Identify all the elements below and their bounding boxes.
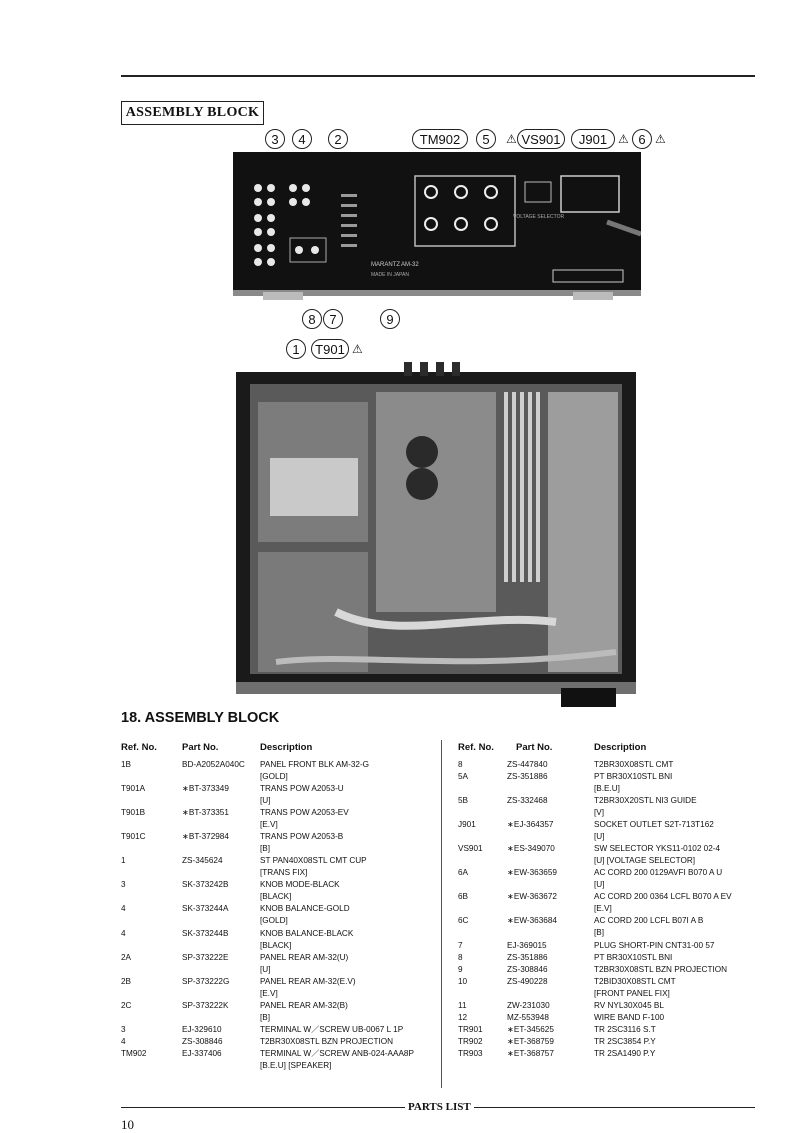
table-row-description: [FRONT PANEL FIX] [594,989,670,998]
callout-3: 3 [265,129,285,149]
warning-icon: ⚠ [618,132,629,146]
table-row-description: PT BR30X10STL BNI [594,953,673,962]
table-row-part-no: ∗BT-373351 [182,808,229,817]
table-row-part-no: ZS-351886 [507,953,548,962]
table-row-ref: T901A [121,784,146,793]
table-row-ref: 6C [458,916,469,925]
table-row-part-no: ∗ET-368757 [507,1049,554,1058]
left-header-desc: Description [260,742,313,753]
table-row-ref: 7 [458,941,463,950]
table-row-description: TR 2SC3854 P.Y [594,1037,656,1046]
table-row-description: [E.V] [260,989,278,998]
table-row-ref: 4 [121,904,126,913]
table-row-description: T2BR30X08STL BZN PROJECTION [594,965,728,974]
table-row-description: AC CORD 200 LCFL B07I A B [594,916,704,925]
table-row-part-no: SP-373222G [182,977,230,986]
table-row-ref: 3 [121,880,126,889]
callout-j901: J901 [571,129,615,149]
table-row-ref: T901B [121,808,146,817]
table-row-part-no: ZS-308846 [182,1037,223,1046]
callout-4: 4 [292,129,312,149]
top-rule [121,75,755,77]
table-row-part-no: SP-373222E [182,953,229,962]
table-row-description: [U] [594,832,605,841]
table-row-description: T2BR30X20STL NI3 GUIDE [594,796,697,805]
table-row-description: [GOLD] [260,772,288,781]
table-row-part-no: ∗BT-372984 [182,832,229,841]
chassis-top-view-photo [236,362,636,707]
table-row-description: PANEL FRONT BLK AM-32-G [260,760,370,769]
table-row-description: PANEL REAR AM-32(E.V) [260,977,356,986]
page-number: 10 [121,1117,134,1132]
table-row-description: TR 2SC3116 S.T [594,1025,656,1034]
table-row-description: T2BID30X08STL CMT [594,977,676,986]
table-row-part-no: ∗BT-373349 [182,784,229,793]
table-row-part-no: ∗EW-363659 [507,868,557,877]
table-row-ref: 5A [458,772,469,781]
right-header-ref: Ref. No. [458,742,494,753]
table-row-part-no: EJ-329610 [182,1025,222,1034]
table-row-description: [U] [260,965,271,974]
callout-1: 1 [286,339,306,359]
table-row-description: [BLACK] [260,941,292,950]
callout-7: 7 [323,309,343,329]
table-row-ref: 11 [458,1001,467,1010]
right-header-part: Part No. [516,742,553,753]
panel-model-text: AM-32 [401,262,419,268]
table-row-description: KNOB MODE-BLACK [260,880,340,889]
callout-t901: T901 [311,339,349,359]
table-row-ref: 12 [458,1013,468,1022]
table-row-part-no: ZS-345624 [182,856,223,865]
warning-icon: ⚠ [655,132,666,146]
right-header-desc: Description [594,742,647,753]
table-row-ref: 2B [121,977,132,986]
table-row-ref: 2A [121,953,132,962]
table-row-description: [B] [260,1013,271,1022]
table-row-description: KNOB BALANCE-GOLD [260,904,350,913]
table-row-ref: TM902 [121,1049,147,1058]
table-row-description: [BLACK] [260,892,292,901]
table-row-part-no: SK-373244A [182,904,229,913]
callout-2: 2 [328,129,348,149]
table-row-description: [U] [594,880,605,889]
callout-5: 5 [476,129,496,149]
table-row-description: T2BR30X08STL BZN PROJECTION [260,1037,394,1046]
table-row-part-no: ∗EW-363672 [507,892,557,901]
table-row-description: [E.V] [260,820,278,829]
table-row-description: PLUG SHORT-PIN CNT31-00 57 [594,941,715,950]
table-row-description: AC CORD 200 0364 LCFL B070 A EV [594,892,732,901]
table-row-part-no: ZS-490228 [507,977,548,986]
table-row-ref: 5B [458,796,469,805]
panel-voltage-selector-text: VOLTAGE SELECTOR [513,214,565,220]
table-row-part-no: ZW-231030 [507,1001,550,1010]
table-row-description: TERMINAL W／SCREW ANB-024-AAA8P [260,1049,414,1058]
table-row-part-no: ∗EJ-364357 [507,820,554,829]
table-row-description: RV NYL30X045 BL [594,1001,664,1010]
table-row-ref: T901C [121,832,146,841]
table-row-description: WIRE BAND F-100 [594,1013,665,1022]
table-row-description: [U] [VOLTAGE SELECTOR] [594,856,696,865]
table-row-description: [GOLD] [260,916,288,925]
table-row-ref: J901 [458,820,476,829]
rear-panel-photo [233,152,641,302]
assembly-block-box-title: ASSEMBLY BLOCK [121,101,264,125]
warning-icon: ⚠ [352,342,363,356]
table-row-ref: 10 [458,977,468,986]
table-row-description: TRANS POW A2053-EV [260,808,349,817]
table-row-description: T2BR30X08STL CMT [594,760,674,769]
table-row-part-no: ZS-308846 [507,965,548,974]
table-row-description: [B.E.U] [SPEAKER] [260,1061,332,1070]
table-row-description: AC CORD 200 0129AVFI B070 A U [594,868,723,877]
table-row-description: [B] [594,928,605,937]
table-row-ref: TR903 [458,1049,483,1058]
table-row-part-no: EJ-369015 [507,941,547,950]
table-row-description: TERMINAL W／SCREW UB-0067 L 1P [260,1025,404,1034]
table-row-description: TRANS POW A2053-U [260,784,344,793]
table-row-description: KNOB BALANCE-BLACK [260,929,354,938]
table-row-description: [U] [260,796,271,805]
table-row-ref: 2C [121,1001,132,1010]
table-row-description: TRANS POW A2053-B [260,832,344,841]
table-row-part-no: SP-373222K [182,1001,229,1010]
table-row-description: PANEL REAR AM-32(B) [260,1001,348,1010]
table-row-ref: TR901 [458,1025,483,1034]
callout-6: 6 [632,129,652,149]
table-row-description: PANEL REAR AM-32(U) [260,953,349,962]
table-row-description: [V] [594,808,605,817]
table-row-part-no: EJ-337406 [182,1049,222,1058]
table-row-part-no: ZS-447840 [507,760,548,769]
table-row-description: [TRANS FIX] [260,868,308,877]
callout-9: 9 [380,309,400,329]
callout-tm902: TM902 [412,129,468,149]
table-row-part-no: ZS-332468 [507,796,548,805]
table-row-ref: 8 [458,953,463,962]
table-row-part-no: SK-373244B [182,929,229,938]
table-row-part-no: ∗ES-349070 [507,844,555,853]
table-row-part-no: ∗ET-345625 [507,1025,554,1034]
table-row-description: TR 2SA1490 P.Y [594,1049,656,1058]
callout-vs901: VS901 [517,129,565,149]
table-row-ref: 9 [458,965,463,974]
table-row-part-no: BD-A2052A040C [182,760,245,769]
table-row-ref: 1 [121,856,126,865]
table-row-ref: 6A [458,868,469,877]
column-divider [441,740,442,1088]
callout-8: 8 [302,309,322,329]
table-row-ref: VS901 [458,844,483,853]
table-row-description: [B] [260,844,271,853]
table-row-description: [B.E.U] [594,784,620,793]
panel-maker-text: MARANTZ [371,262,400,268]
table-row-ref: 8 [458,760,463,769]
table-row-part-no: SK-373242B [182,880,229,889]
table-row-part-no: ∗ET-368759 [507,1037,554,1046]
table-row-part-no: ∗EW-363684 [507,916,557,925]
panel-made-in-text: MADE IN JAPAN [371,272,409,278]
table-row-part-no: MZ-553948 [507,1013,549,1022]
table-row-ref: 6B [458,892,469,901]
section-title: 18. ASSEMBLY BLOCK [121,710,280,726]
table-row-description: SW SELECTOR YKS11-0102 02-4 [594,844,721,853]
table-row-ref: 3 [121,1025,126,1034]
table-row-description: ST PAN40X08STL CMT CUP [260,856,367,865]
table-row-ref: 1B [121,760,132,769]
table-row-part-no: ZS-351886 [507,772,548,781]
table-row-description: [E.V] [594,904,612,913]
left-header-part: Part No. [182,742,219,753]
parts-list-label: PARTS LIST [405,1101,474,1113]
warning-icon: ⚠ [506,132,517,146]
table-row-description: PT BR30X10STL BNI [594,772,673,781]
table-row-ref: 4 [121,929,126,938]
table-row-ref: 4 [121,1037,126,1046]
left-header-ref: Ref. No. [121,742,157,753]
table-row-description: SOCKET OUTLET S2T-713T162 [594,820,714,829]
table-row-ref: TR902 [458,1037,483,1046]
